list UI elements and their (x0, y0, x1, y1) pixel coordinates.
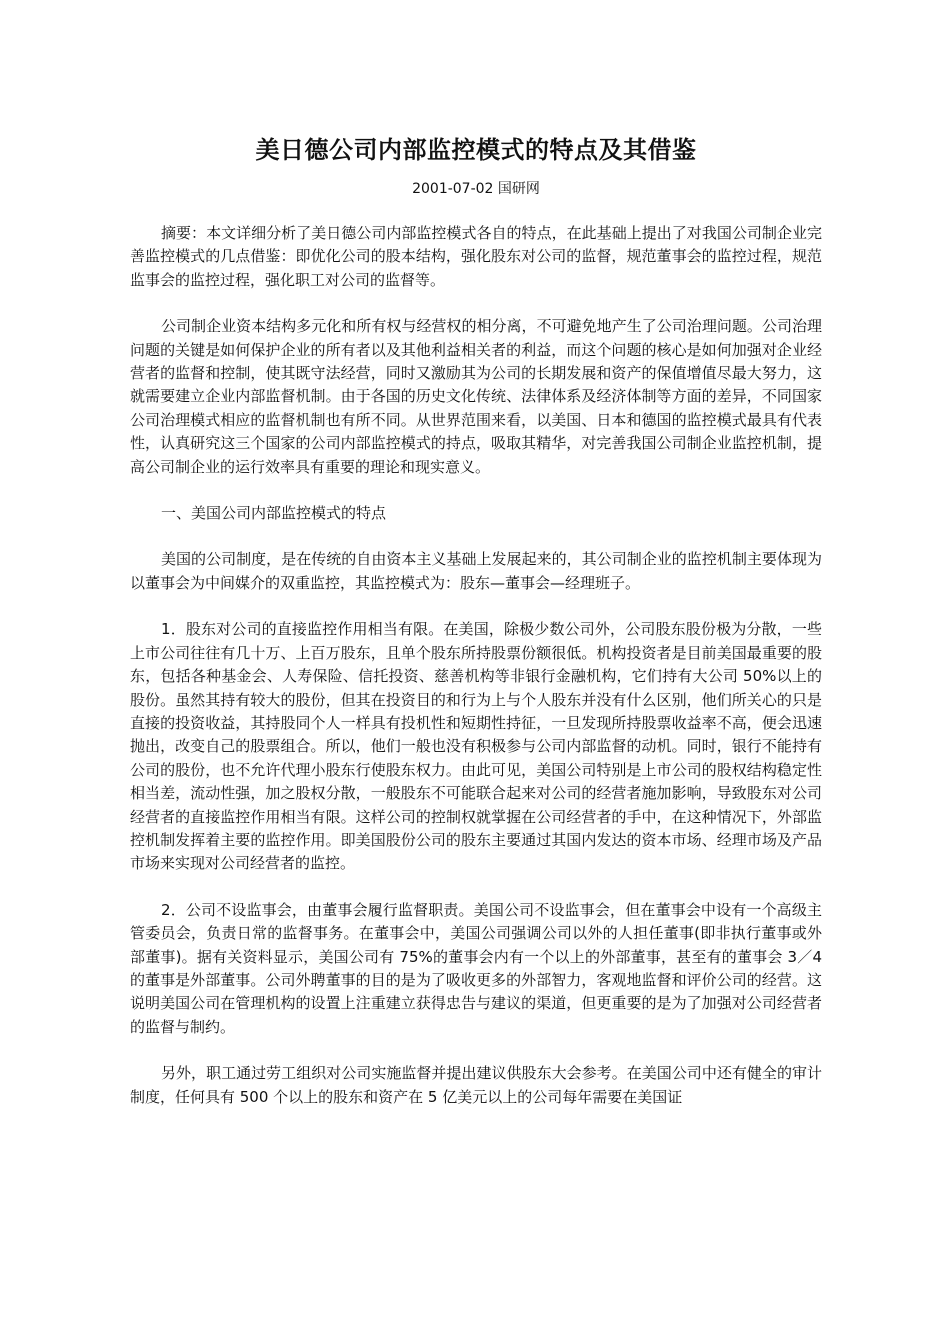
section-intro-paragraph: 美国的公司制度，是在传统的自由资本主义基础上发展起来的，其公司制企业的监控机制主要体现为以董事会为中间媒介的双重监控，其监控模式为：股东—董事会—经理班子。 (130, 550, 822, 592)
point-2-paragraph: 2．公司不设监事会，由董事会履行监督职责。美国公司不设监事会，但在董事会中设有一个高级主管委员会，负责日常的监督事务。在董事会中，美国公司强调公司以外的人担任董事(即非执行董事或外部董事)。据有关资料显示，美国公司有 75%的董事会内有一个以上的外部董事，甚至有的董事会 3／4 的董事是外部董事。公司外聘董事的目的是为了吸收更多的外部智力，客观地监督和评价公司的经营。这说明美国公司在管理机构的设置上注重建立获得忠告与建议的渠道，但更重要的是为了加强对公司经营者的监督与制约。 (130, 900, 822, 1036)
document-byline: 2001-07-02 国研网 (412, 181, 540, 197)
intro-paragraph: 公司制企业资本结构多元化和所有权与经营权的相分离，不可避免地产生了公司治理问题。公司治理问题的关键是如何保护企业的所有者以及其他利益相关者的利益，而这个问题的核心是如何加强对企业经营者的监督和控制，使其既守法经营，同时又激励其为公司的长期发展和资产的保值增值尽最大努力，这就需要建立企业内部监督机制。由于各国的历史文化传统、法律体系及经济体制等方面的差异，不同国家公司治理模式相应的监督机制也有所不同。从世界范围来看，以美国、日本和德国的监控模式最具有代表性，认真研究这三个国家的公司内部监控模式的持点，吸取其精华，对完善我国公司制企业监控机制，提高公司制企业的运行效率具有重要的理论和现实意义。 (130, 317, 822, 476)
abstract-paragraph: 摘要：本文详细分析了美日德公司内部监控模式各自的特点，在此基础上提出了对我国公司制企业完善监控模式的几点借鉴：即优化公司的股本结构，强化股东对公司的监督，规范董事会的监控过程，规范监事会的监控过程，强化职工对公司的监督等。 (130, 224, 822, 289)
point-3-paragraph: 另外，职工通过劳工组织对公司实施监督并提出建议供股东大会参考。在美国公司中还有健全的审计制度，任何具有 500 个以上的股东和资产在 5 亿美元以上的公司每年需要在美国证 (130, 1064, 822, 1106)
section-heading: 一、美国公司内部监控模式的特点 (161, 504, 387, 523)
document-page (130, 132, 822, 1132)
point-1-paragraph: 1．股东对公司的直接监控作用相当有限。在美国，除极少数公司外，公司股东股份极为分散，一些上市公司往往有几十万、上百万股东，且单个股东所持股票份额很低。机构投资者是目前美国最重要的股东，包括各种基金会、人寿保险、信托投资、慈善机构等非银行金融机构，它们持有大公司 50%以上的股份。虽然其持有较大的股份，但其在投资目的和行为上与个人股东并没有什么区别，他们所关心的只是直接的投资收益，其持股同个人一样具有投机性和短期性持征，一旦发现所持股票收益率不高，便会迅速抛出，改变自己的股票组合。所以，他们一般也没有积极参与公司内部监督的动机。同时，银行不能持有公司的股份，也不允许代理小股东行使股东权力。由此可见，美国公司特别是上市公司的股权结构稳定性相当差，流动性强，加之股权分散，一般股东不可能联合起来对公司的经营者施加影响，导致股东对公司经营者的直接监控作用相当有限。这样公司的控制权就掌握在公司经营者的手中，在这种情况下，外部监控机制发挥着主要的监控作用。即美国股份公司的股东主要通过其国内发达的资本市场、经理市场及产品市场来实现对公司经营者的监控。 (130, 620, 822, 873)
document-title: 美日德公司内部监控模式的特点及其借鉴 (255, 136, 697, 164)
